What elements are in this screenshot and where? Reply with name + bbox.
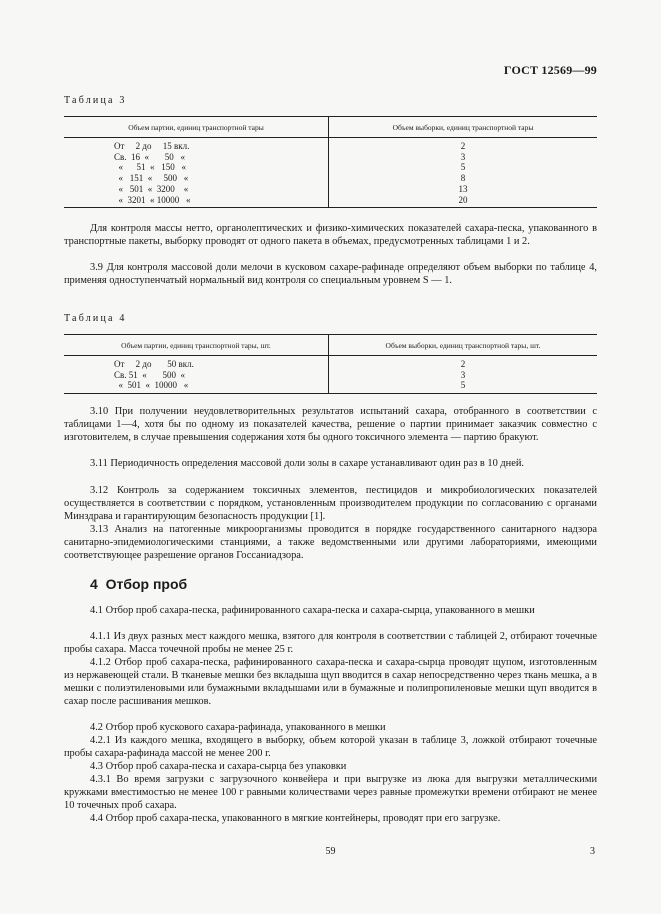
table4-range: « 501 « 10000 « <box>114 380 189 391</box>
table4-col1-header: Объем партии, единиц транспортной тары, шт. <box>64 335 329 356</box>
table-row <box>64 138 597 152</box>
paragraph-3-11: 3.11 Периодичность определения массовой доли золы в сахаре устанавливают один раз в 10 дней. <box>90 458 525 469</box>
section-heading <box>90 576 187 592</box>
table3-range: Св. 16 « 50 « <box>114 151 186 162</box>
paragraph-3-13: 3.13 Анализ на патогенные микроорганизмы проводится в порядке государственного санитарного надзора санитарно-эпидемиологическими станциями, а также ведомственными или другими лабораториями, имеющими соответствующее разрешение органов Госсаниадзора. <box>64 524 597 561</box>
paragraph-3-10: 3.10 При получении неудовлетворительных результатов испытаний сахара, отобранного в соответствии с таблицами 1—4, хотя бы по одному из показателей качества, решение о партии принимает заказчик совместно с изготовителем, в случае превышения содержания хотя бы одного токсичного элемента — партию бракуют. <box>64 406 597 443</box>
page-number-right: 3 <box>590 846 595 857</box>
table3-value: 20 <box>329 195 598 208</box>
table4-range: От 2 до 50 вкл. <box>114 359 194 369</box>
table-row <box>64 184 597 195</box>
table3-value: 2 <box>460 141 466 151</box>
table4 <box>64 334 597 394</box>
paragraph-4-3-1: 4.3.1 Во время загрузки с загрузочного конвейера и при выгрузке из люка для выгрузки металлическими кружками вместимостью не менее 100 г равными количествами через равные промежутки времени отбирают не менее 10 точечных проб сахара. <box>64 774 597 811</box>
paragraph-4-1: 4.1 Отбор проб сахара-песка, рафинированного сахара-песка и сахара-сырца, упакованного в мешки <box>90 605 535 616</box>
table3-range: « 3201 « 10000 « <box>114 194 191 205</box>
table3-range: « 501 « 3200 « <box>114 183 189 194</box>
paragraph-4-1-1: 4.1.1 Из двух разных мест каждого мешка, взятого для контроля в соответствии с таблицей 2, отбирают точечные пробы сахара. Масса точечной пробы не менее 25 г. <box>64 631 597 655</box>
table4-col2-header: Объем выборки, единиц транспортной тары, шт. <box>329 335 598 356</box>
paragraph-4-2: 4.2 Отбор проб кускового сахара-рафинада, упакованного в мешки <box>90 722 386 733</box>
table4-caption: Таблица 4 <box>64 313 127 324</box>
table3-col1-header: Объем партии, единиц транспортной тары <box>64 117 329 138</box>
paragraph-4-2-1: 4.2.1 Из каждого мешка, входящего в выборку, объем которой указан в таблице 3, ложкой отбирают точечные пробы сахара-рафинада массой не менее 200 г. <box>64 735 597 759</box>
table-row <box>64 195 597 208</box>
table-row <box>64 162 597 173</box>
table4-value: 3 <box>460 369 466 380</box>
table-row <box>64 356 597 370</box>
table3-value: 3 <box>460 151 466 162</box>
table-row <box>64 173 597 184</box>
table3-range: « 51 « 150 « <box>114 162 186 173</box>
table-row <box>64 380 597 393</box>
table3-value: 5 <box>460 162 466 173</box>
paragraph-3-12: 3.12 Контроль за содержанием токсичных элементов, пестицидов и микробиологических показателей осуществляется в соответствии с порядком, установленным производителем продукции по согласованию с органами Минздрава и гарантирующим безопасность продукции [1]. <box>64 485 597 522</box>
paragraph-4-4: 4.4 Отбор проб сахара-песка, упакованного в мягкие контейнеры, проводят при его загрузке. <box>90 813 501 824</box>
paragraph-control-mass: Для контроля массы нетто, органолептических и физико-химических показателей сахара-песка, упакованного в транспортные пакеты, выборку проводят от одного пакета в объемах, предусмотренных таблицами 1 и 2. <box>64 223 597 247</box>
table3-value: 13 <box>458 183 468 194</box>
section-number: 4 <box>90 576 98 592</box>
table-row <box>64 370 597 381</box>
table3-range: « 151 « 500 « <box>114 173 189 184</box>
table3-range: От 2 до 15 вкл. <box>114 141 190 151</box>
paragraph-4-1-2: 4.1.2 Отбор проб сахара-песка, рафинированного сахара-песка и сахара-сырца проводят щупом, изготовленным из нержавеющей стали. В тканевые мешки без вкладыша щуп вводится в сахар непосредственно через ткань мешка, а в мешки с полиэтиленовыми или бумажными вкладышами или в бумажные и полипропиленовые мешки щуп вводится в сахар после расшивания мешков. <box>64 657 597 707</box>
table4-value: 2 <box>460 359 466 369</box>
paragraph-3-9: 3.9 Для контроля массовой доли мелочи в кусковом сахаре-рафинаде определяют объем выборки по таблице 4, применяя одноступенчатый нормальный вид контроля со специальным уровнем S — 1. <box>64 262 597 286</box>
table4-range: Св. 51 « 500 « <box>114 369 186 380</box>
document-code: ГОСТ 12569—99 <box>503 63 597 77</box>
table3-value: 8 <box>460 173 466 184</box>
table4-value: 5 <box>329 380 598 393</box>
table3-caption: Таблица 3 <box>64 95 127 106</box>
table3 <box>64 116 597 208</box>
table3-col2-header: Объем выборки, единиц транспортной тары <box>329 117 598 138</box>
paragraph-4-3: 4.3 Отбор проб сахара-песка и сахара-сырца без упаковки <box>90 761 347 772</box>
table-row <box>64 152 597 163</box>
page-number-center: 59 <box>325 846 336 857</box>
section-title: Отбор проб <box>105 576 188 592</box>
